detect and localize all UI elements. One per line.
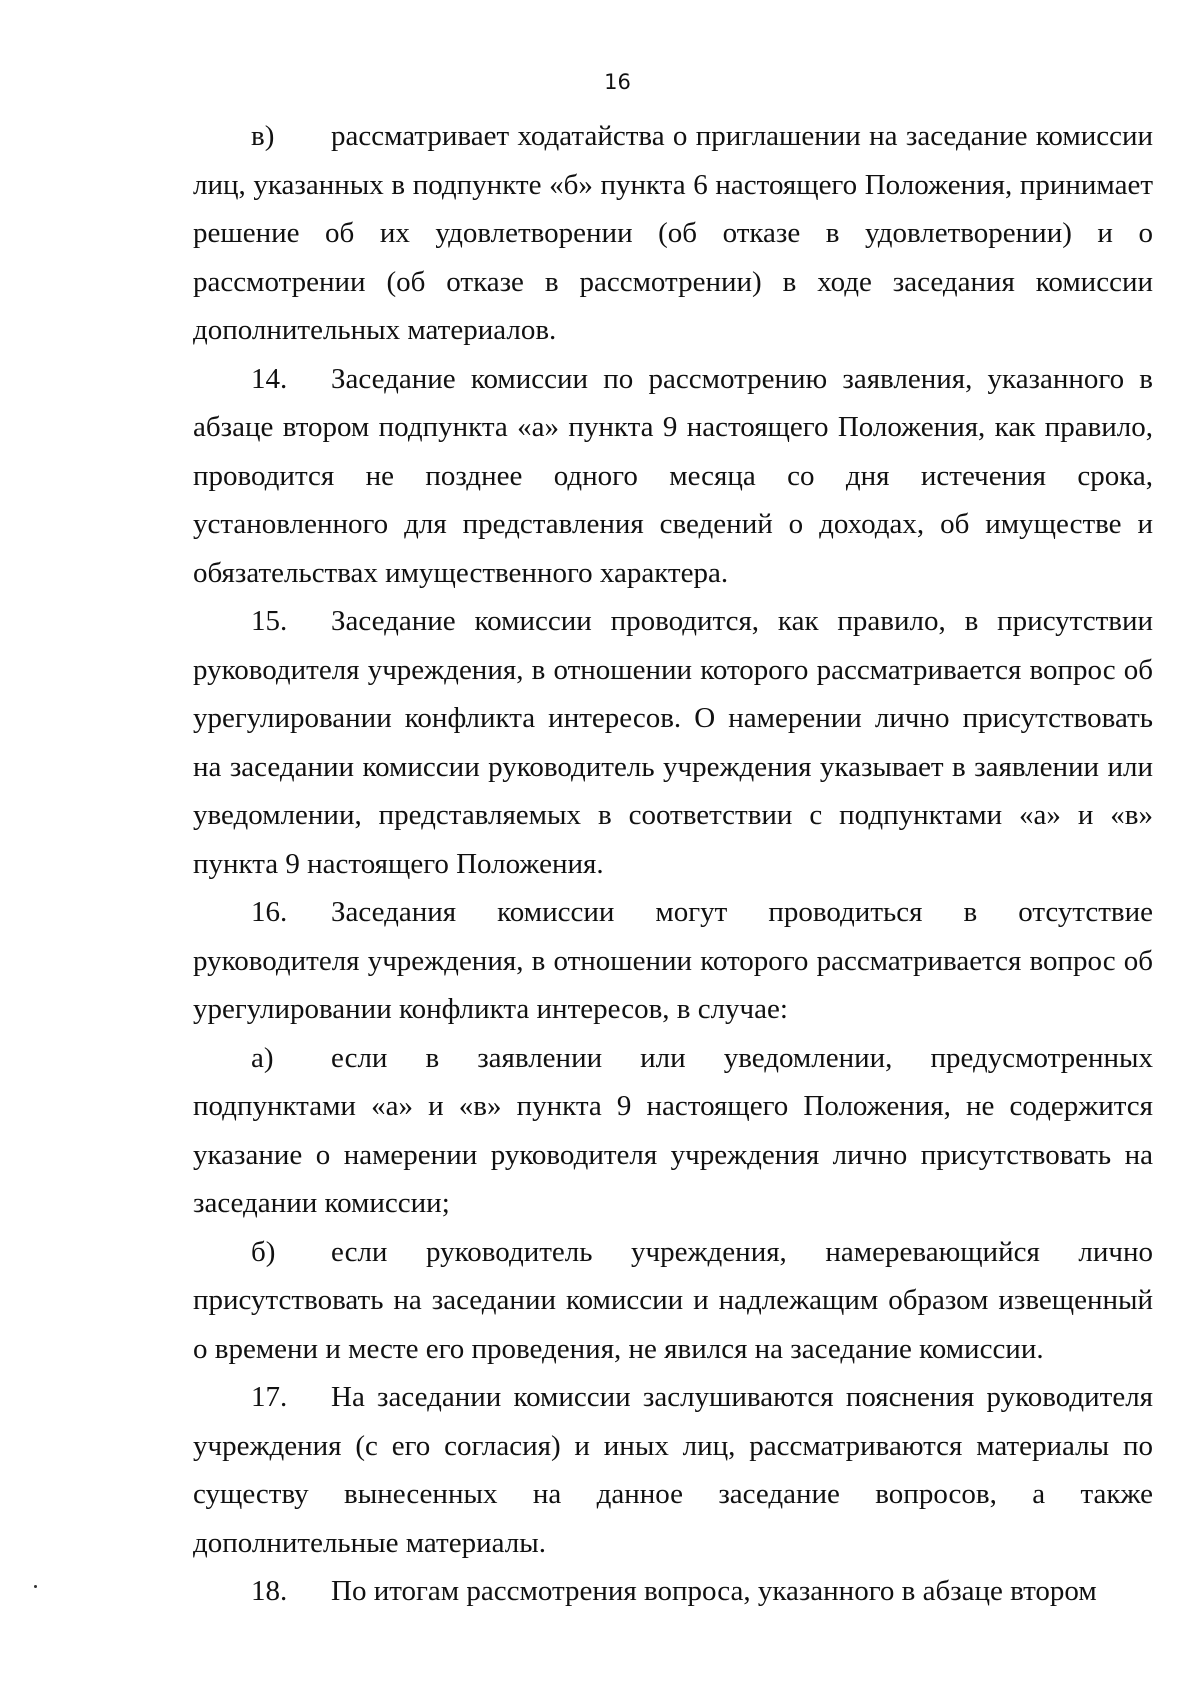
paragraph-number: 16.	[251, 896, 288, 928]
paragraph-number: б)	[251, 1235, 276, 1268]
paragraph-text: На заседании комиссии заслушиваются пояснения руководителя учреждения (с его согласия) и иных лиц, рассматриваются материалы по существу вынесенных на данное заседание вопросов, а также дополнительные материалы.	[193, 1381, 1153, 1559]
paragraph-16	[193, 888, 1153, 1034]
scan-speck	[34, 1585, 37, 1588]
paragraph-number: 18.	[251, 1575, 288, 1607]
paragraph-number: а)	[251, 1041, 274, 1074]
paragraph-text: рассматривает ходатайства о приглашении на заседание комиссии лиц, указанных в подпункте «б» пункта 6 настоящего Положения, принимает решение об их удовлетворении (об отказе в удовлетворении) и о рассмотрении (об отказе в рассмотрении) в ходе заседания комиссии дополнительных материалов.	[193, 120, 1153, 346]
paragraph-number: в)	[251, 120, 275, 152]
paragraph-text: Заседания комиссии могут проводиться в отсутствие руководителя учреждения, в отношении которого рассматривается вопрос об урегулировании конфликта интересов, в случае:	[193, 896, 1153, 1025]
paragraph-15	[193, 597, 1153, 888]
paragraph-14	[193, 355, 1153, 598]
paragraph-text: Заседание комиссии по рассмотрению заявления, указанного в абзаце втором подпункта «а» пункта 9 настоящего Положения, как правило, проводится не позднее одного месяца со дня истечения срока, установленного для представления сведений о доходах, об имуществе и обязательствах имущественного характера.	[193, 362, 1153, 589]
paragraph-text: если руководитель учреждения, намеревающийся лично присутствовать на заседании комиссии и надлежащим образом извещенный о времени и месте его проведения, не явился на заседание комиссии.	[193, 1235, 1153, 1365]
paragraph-16-a	[193, 1034, 1153, 1228]
document-body	[193, 112, 1153, 1616]
paragraph-number: 17.	[251, 1381, 288, 1413]
paragraph-18	[193, 1567, 1153, 1616]
paragraph-text: если в заявлении или уведомлении, предусмотренных подпунктами «а» и «в» пункта 9 настоящего Положения, не содержится указание о намерении руководителя учреждения лично присутствовать на заседании комиссии;	[193, 1041, 1153, 1219]
paragraph-text: По итогам рассмотрения вопроса, указанного в абзаце втором	[331, 1575, 1097, 1607]
paragraph-number: 15.	[251, 605, 288, 637]
paragraph-16-b	[193, 1228, 1153, 1374]
paragraph-text: Заседание комиссии проводится, как правило, в присутствии руководителя учреждения, в отношении которого рассматривается вопрос об урегулировании конфликта интересов. О намерении лично присутствовать на заседании комиссии руководитель учреждения указывает в заявлении или уведомлении, представляемых в соответствии с подпунктами «а» и «в» пункта 9 настоящего Положения.	[193, 605, 1153, 880]
paragraph-number: 14.	[251, 362, 288, 395]
page-number: 16	[604, 70, 631, 94]
paragraph-17	[193, 1373, 1153, 1567]
paragraph-v	[193, 112, 1153, 355]
